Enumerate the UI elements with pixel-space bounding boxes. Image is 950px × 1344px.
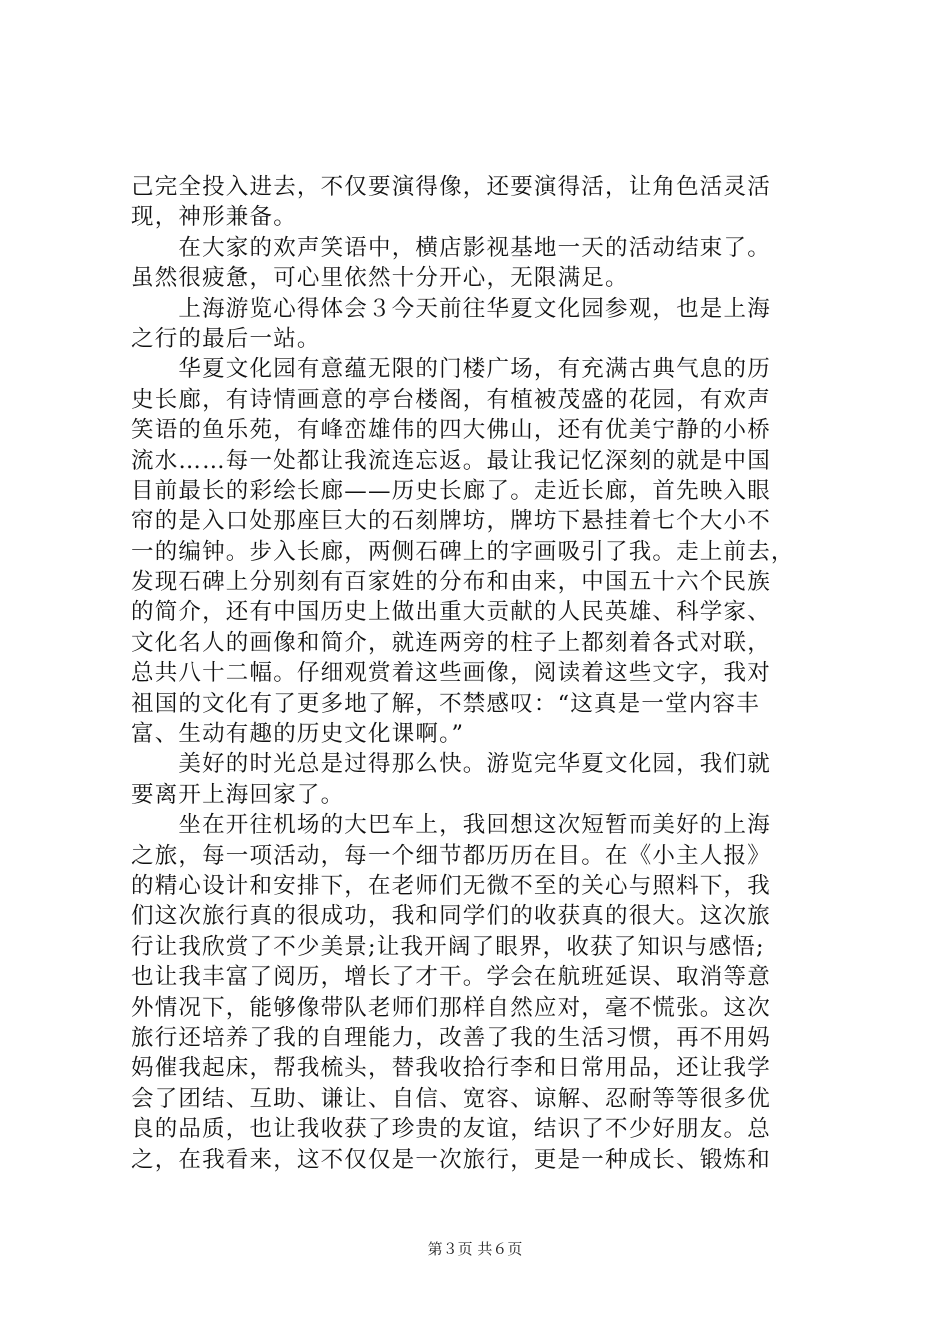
text-line: 目前最长的彩绘长廊——历史长廊了。走近长廊，首先映入眼 — [131, 477, 771, 504]
text-line: 发现石碑上分别刻有百家姓的分布和由来，中国五十六个民族 — [131, 569, 771, 596]
text-line: 上海游览心得体会３今天前往华夏文化园参观，也是上海 — [131, 295, 771, 322]
text-line: 文化名人的画像和简介，就连两旁的柱子上都刻着各式对联， — [131, 629, 771, 656]
text-line: 的精心设计和安排下，在老师们无微不至的关心与照料下，我 — [131, 872, 771, 899]
text-line: 流水……每一处都让我流连忘返。最让我记忆深刻的就是中国 — [131, 447, 771, 474]
text-line: 良的品质，也让我收获了珍贵的友谊，结识了不少好朋友。总 — [131, 1116, 771, 1143]
text-line: 笑语的鱼乐苑，有峰峦雄伟的四大佛山，还有优美宁静的小桥 — [131, 417, 771, 444]
text-line: 华夏文化园有意蕴无限的门楼广场，有充满古典气息的历 — [131, 356, 771, 383]
text-line: 己完全投入进去，不仅要演得像，还要演得活，让角色活灵活 — [131, 174, 771, 200]
text-line: 虽然很疲惫，可心里依然十分开心，无限满足。 — [131, 265, 629, 292]
text-line: 现，神形兼备。 — [131, 204, 297, 231]
text-line: 坐在开往机场的大巴车上，我回想这次短暂而美好的上海 — [131, 812, 771, 839]
text-line: 总共八十二幅。仔细观赏着这些画像，阅读着这些文字，我对 — [131, 660, 771, 687]
text-line: 在大家的欢声笑语中，横店影视基地一天的活动结束了。 — [131, 234, 771, 261]
text-line: 史长廊，有诗情画意的亭台楼阁，有植被茂盛的花园，有欢声 — [131, 386, 771, 413]
text-line: 会了团结、互助、谦让、自信、宽容、谅解、忍耐等等很多优 — [131, 1085, 771, 1112]
text-line: 帘的是入口处那座巨大的石刻牌坊，牌坊下悬挂着七个大小不 — [131, 508, 771, 535]
text-line: 富、生动有趣的历史文化课啊。” — [131, 721, 465, 748]
text-line: 妈催我起床，帮我梳头，替我收拾行李和日常用品，还让我学 — [131, 1055, 771, 1082]
page-number-footer: 第３页 共６页 — [427, 1240, 523, 1258]
text-line: 一的编钟。步入长廊，两侧石碑上的字画吸引了我。走上前去， — [131, 538, 795, 565]
text-line: 美好的时光总是过得那么快。游览完华夏文化园，我们就 — [131, 751, 771, 778]
text-line: 之旅，每一项活动，每一个细节都历历在目。在《小主人报》 — [131, 842, 771, 869]
text-line: 祖国的文化有了更多地了解，不禁感叹：“这真是一堂内容丰 — [131, 690, 760, 717]
text-line: 之行的最后一站。 — [131, 325, 321, 352]
text-line: 的简介，还有中国历史上做出重大贡献的人民英雄、科学家、 — [131, 599, 771, 626]
text-line: 们这次旅行真的很成功，我和同学们的收获真的很大。这次旅 — [131, 903, 771, 930]
text-line: 要离开上海回家了。 — [131, 781, 345, 808]
text-line: 外情况下，能够像带队老师们那样自然应对，毫不慌张。这次 — [131, 994, 771, 1021]
body-text — [131, 172, 831, 1175]
text-line: 行让我欣赏了不少美景;让我开阔了眼界，收获了知识与感悟; — [131, 933, 765, 960]
text-line: 之，在我看来，这不仅仅是一次旅行，更是一种成长、锻炼和 — [131, 1146, 771, 1173]
text-line: 也让我丰富了阅历，增长了才干。学会在航班延误、取消等意 — [131, 964, 771, 991]
text-line: 旅行还培养了我的自理能力，改善了我的生活习惯，再不用妈 — [131, 1024, 771, 1051]
